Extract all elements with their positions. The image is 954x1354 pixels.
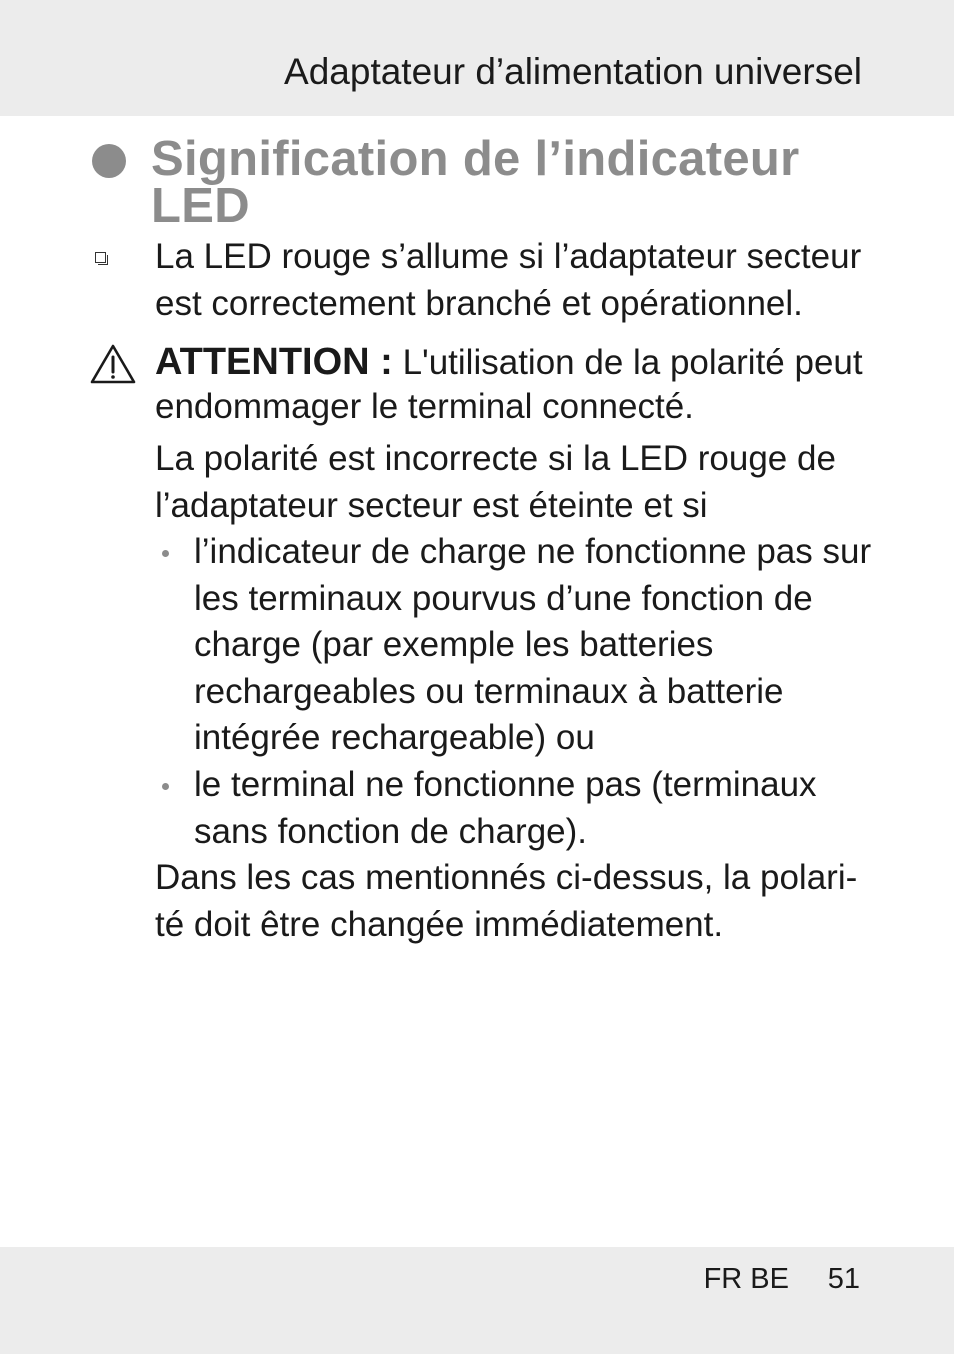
section-bullet-icon bbox=[92, 144, 126, 178]
list-item: l’indicateur de charge ne fonctionne pas sur les terminaux pourvus d’une fonction de charge (par exemple les batteries rechargeables ou terminaux à batterie intégrée rechargeable) ou bbox=[194, 532, 872, 757]
attention-label: ATTENTION : bbox=[155, 341, 393, 383]
page-number: 51 bbox=[827, 1263, 860, 1295]
polarity-conclusion: Dans les cas mentionnés ci-dessus, la polari-té doit être changée immédiatement. bbox=[155, 858, 858, 944]
page-header-title: Adaptateur d’alimentation universel bbox=[284, 51, 862, 92]
polarity-intro: La polarité est incorrecte si la LED rouge de l’adaptateur secteur est éteinte et si bbox=[155, 439, 836, 525]
footer-language: FR BE bbox=[703, 1263, 789, 1295]
led-description: La LED rouge s’allume si l’adaptateur secteur est correctement branché et opérationnel. bbox=[155, 237, 862, 323]
checkbox-icon bbox=[95, 252, 106, 263]
bullet-dot-icon bbox=[162, 783, 169, 790]
attention-text: L'utilisation de la polarité peut endommager le terminal connecté. bbox=[155, 343, 863, 426]
list-item: le terminal ne fonctionne pas (terminaux sans fonction de charge). bbox=[194, 765, 817, 851]
section-title: Signification de l’indicateur LED bbox=[151, 132, 800, 233]
warning-icon bbox=[90, 344, 136, 384]
footer-band bbox=[0, 1247, 954, 1354]
bullet-dot-icon bbox=[162, 550, 169, 557]
attention-block bbox=[155, 340, 870, 429]
